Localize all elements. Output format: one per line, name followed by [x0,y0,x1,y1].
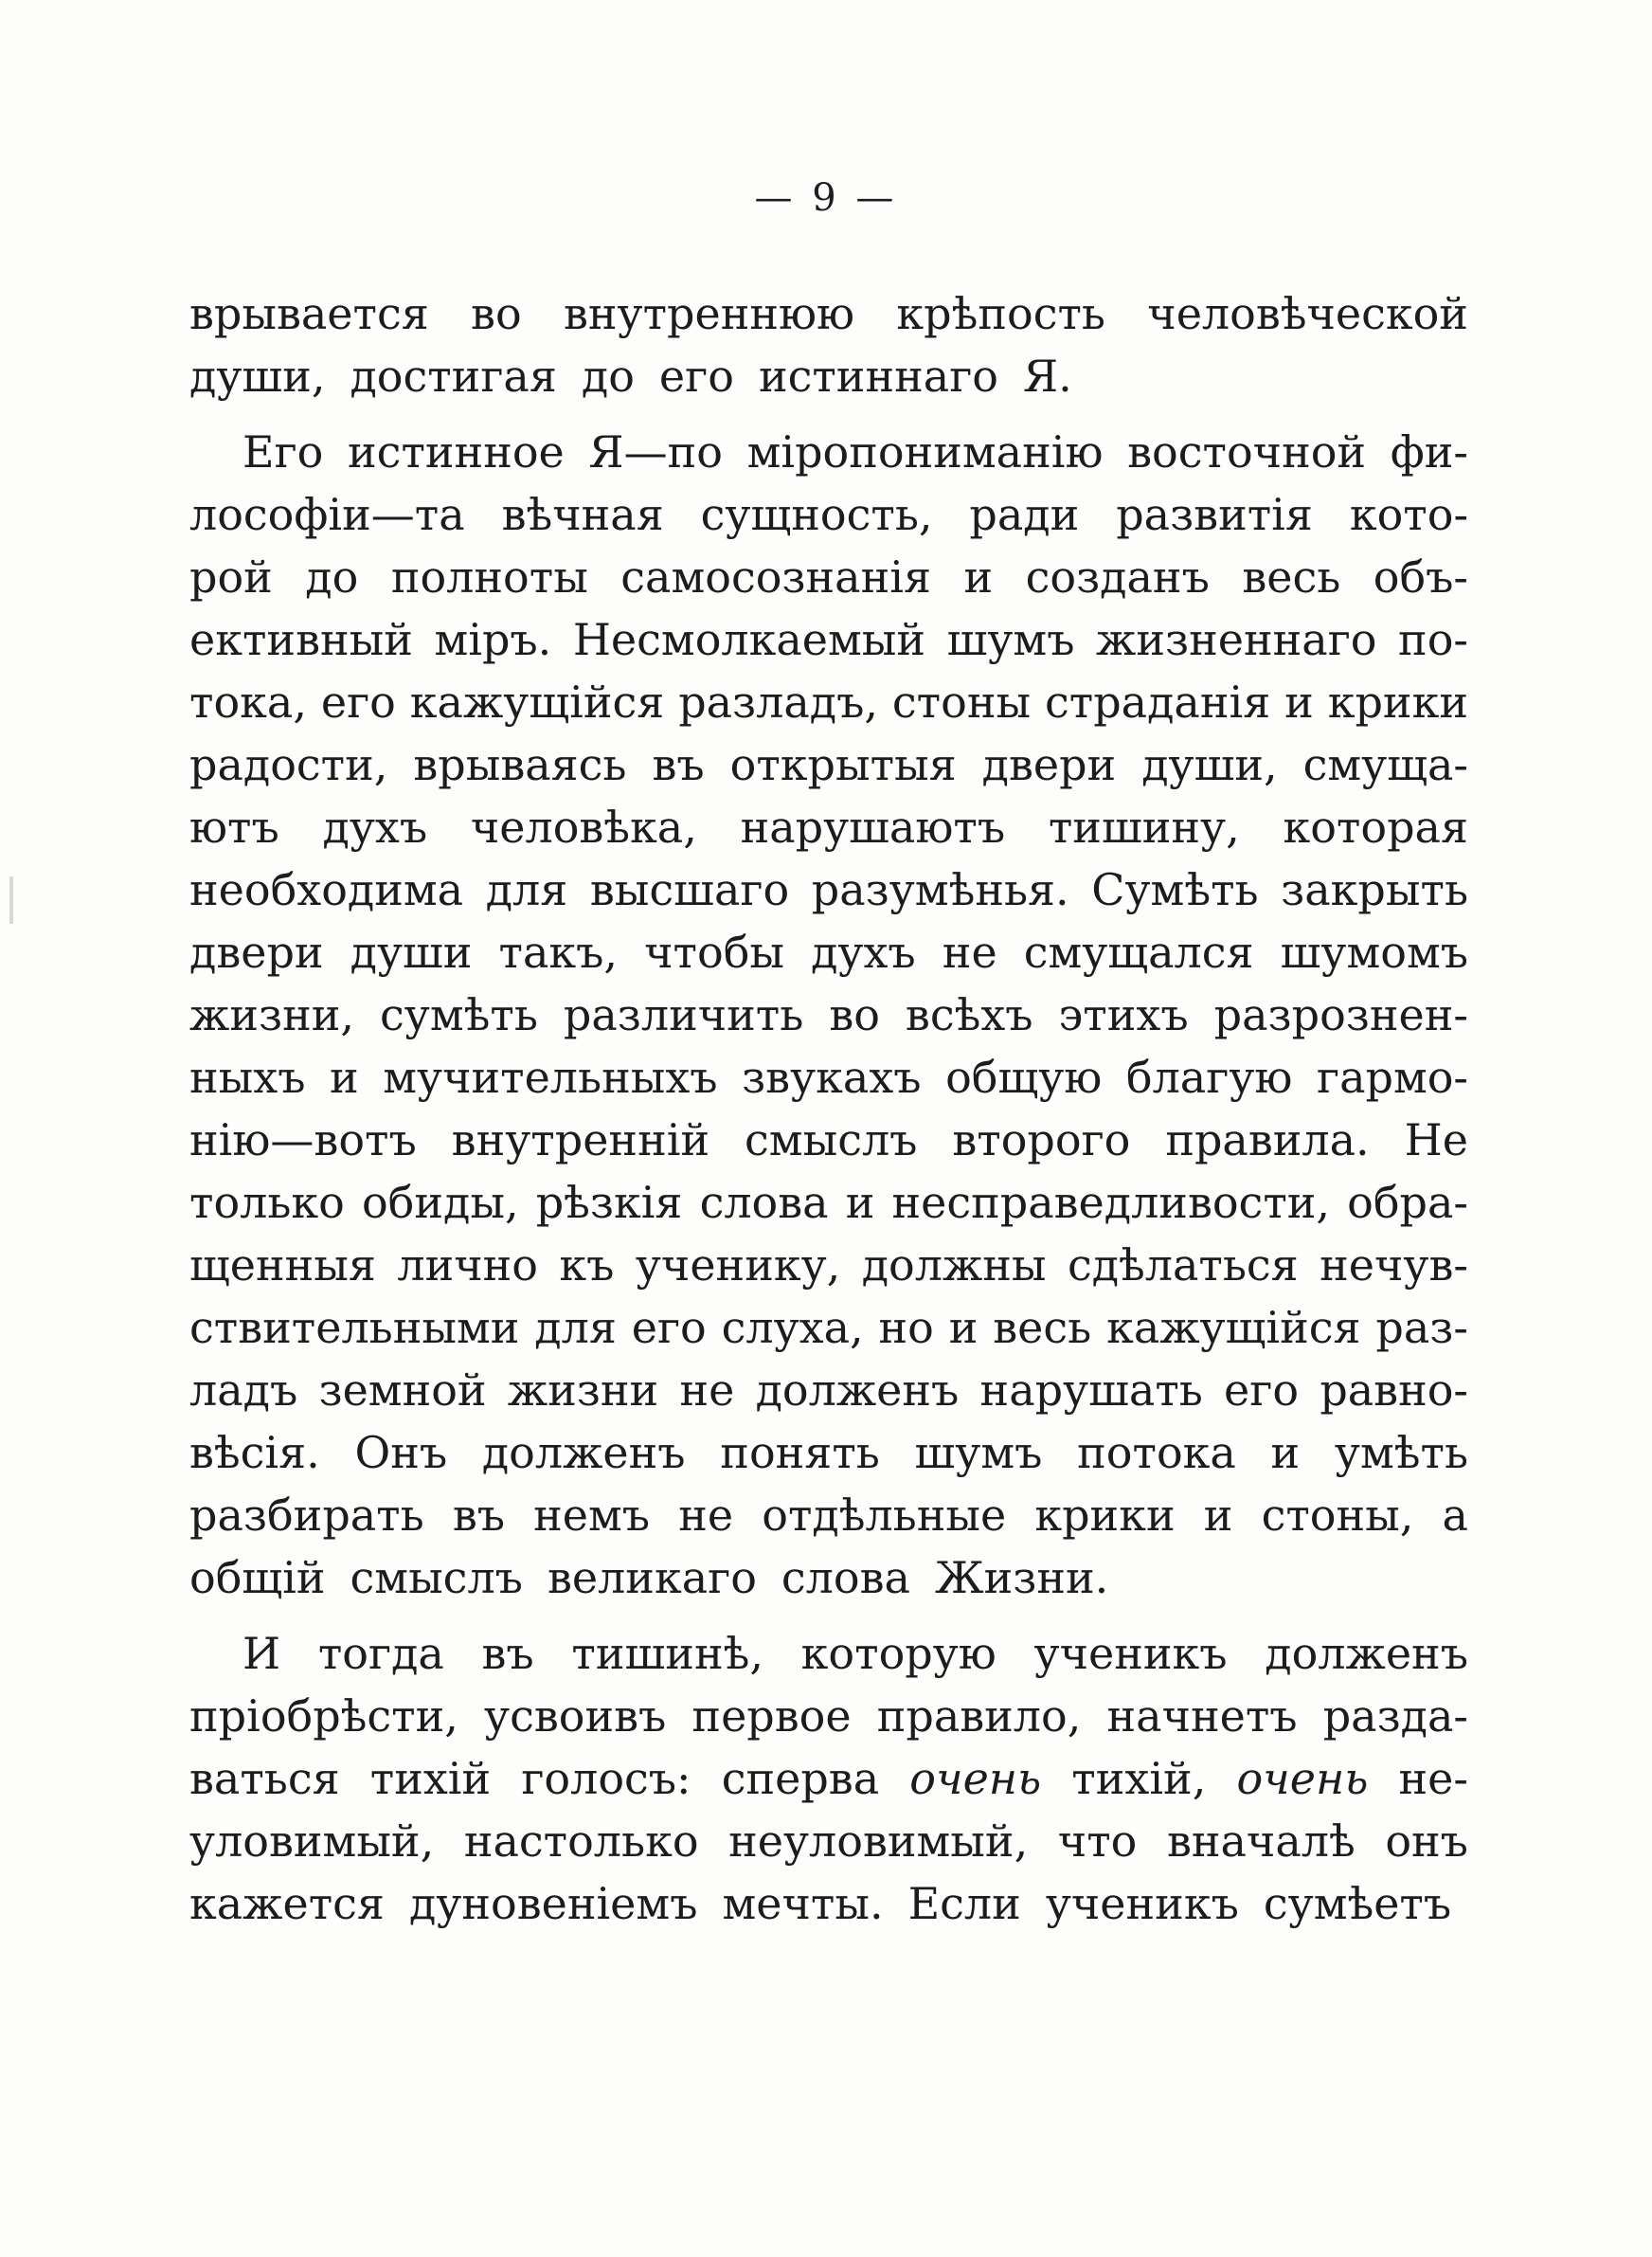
word: благую [1125,1052,1293,1103]
word: разда- [1322,1690,1468,1742]
word: разладъ, [678,677,879,728]
word: чтобы [644,927,785,978]
word: очень [1236,1753,1369,1804]
word: шумъ [914,1427,1043,1478]
text-line [189,1296,1468,1359]
text-line [189,1171,1468,1234]
text-line [189,421,1468,483]
paragraph-gap [189,1609,1468,1622]
word: объ- [1373,551,1468,603]
word: Онъ [354,1427,448,1478]
text-line [189,608,1468,671]
word: смыслъ [350,1552,523,1603]
word: Жизни. [934,1552,1109,1603]
word: кажущійся [1106,1302,1361,1353]
word: Несмолкаемый [572,614,926,665]
word: вѣсія. [189,1427,320,1478]
text-line [189,796,1468,858]
word: шумъ [946,614,1075,665]
word: правило, [876,1690,1082,1742]
word: крики [1327,677,1468,728]
text-line [189,1421,1468,1484]
word: гармо- [1316,1052,1468,1103]
word: вѣчная [501,489,664,540]
text-line [189,1872,1468,1935]
word: созданъ [1025,551,1210,603]
text-line [189,1359,1468,1421]
paragraph-gap [189,407,1468,421]
word: ученикъ [1045,1878,1239,1929]
word: начнетъ [1106,1690,1298,1742]
word: ради [969,489,1080,540]
paragraph [189,421,1468,1609]
word: во [471,288,522,339]
word: умѣть [1334,1427,1468,1478]
word: обиды, [361,1177,519,1228]
word: внутренній [451,1114,710,1165]
word: весь [993,1302,1092,1353]
word: лософіи—та [189,489,465,540]
word: несправедливости, [891,1177,1331,1228]
text-line [189,1747,1468,1810]
word: не [942,927,997,978]
word: не- [1398,1753,1468,1804]
word: жизни [507,1364,659,1416]
word: нечув- [1320,1239,1468,1291]
word: въ [652,739,705,790]
word: радости, [189,739,388,790]
word: слова [781,1552,910,1603]
word: открытыя [729,739,957,790]
word: кото- [1349,489,1468,540]
word: великаго [547,1552,757,1603]
word: самосознанія [620,551,931,603]
word: обра- [1347,1177,1468,1228]
word: до [305,551,359,603]
word: человѣка, [470,802,697,853]
word: духъ [811,927,916,978]
word: крѣпость [896,288,1105,339]
word: звукахъ [742,1052,922,1103]
word: и [845,1177,875,1228]
word: и [1203,1490,1233,1541]
word: нарушаютъ [740,802,1006,853]
word: ныхъ [189,1052,306,1103]
word: стоны, [1261,1490,1414,1541]
word: сущность, [700,489,933,540]
word: разрознен- [1213,989,1468,1040]
word: міропониманію [746,426,1104,478]
word: ствительными [189,1302,520,1353]
word: общій [189,1552,326,1603]
word: фи- [1390,426,1468,478]
word: въ [481,1628,534,1679]
word: что [1057,1815,1138,1867]
word: настолько [463,1815,699,1867]
word: очень [909,1753,1042,1804]
word: достигая [350,351,557,402]
word: необходима [189,864,464,915]
word: И [242,1628,281,1679]
text-line [189,1622,1468,1685]
word: понять [720,1427,880,1478]
word: его [658,351,734,402]
word: Я. [1023,351,1072,402]
word: сперва [721,1753,880,1804]
body-text [189,282,1468,1935]
word: двери [189,927,324,978]
word: высшаго [589,864,790,915]
word: мучительныхъ [383,1052,718,1103]
word: тока, [189,677,307,728]
word: человѣческой [1147,288,1468,339]
word: не [679,1364,735,1416]
word: восточной [1127,426,1367,478]
word: мечты. [722,1878,884,1929]
word: истиннаго [758,351,999,402]
word: рой [189,551,273,603]
word: духъ [322,802,428,853]
word: ективный [189,614,413,665]
word: щенныя [189,1239,376,1291]
word: закрыть [1281,864,1468,915]
word: общую [945,1052,1103,1103]
word: внутреннюю [563,288,855,339]
word: жизни, [189,989,355,1040]
word: лично [397,1239,538,1291]
word: уловимый, [189,1815,435,1867]
word: различить [563,989,804,1040]
text-line [189,733,1468,796]
text-line [189,282,1468,345]
paragraph [189,1622,1468,1935]
word: первое [691,1690,852,1742]
text-line [189,483,1468,546]
word: которая [1283,802,1468,853]
word: до [581,351,635,402]
word: смущался [1023,927,1254,978]
word: сумѣетъ [1263,1878,1452,1929]
word: міръ. [434,614,552,665]
word: второго [952,1114,1131,1165]
word: и [1284,677,1314,728]
word: раз- [1375,1302,1468,1353]
word: слова [699,1177,829,1228]
word: вначалѣ [1166,1815,1356,1867]
text-line [189,921,1468,984]
text-line [189,546,1468,608]
word: земной [318,1364,487,1416]
word: а [1442,1490,1468,1541]
word: къ [559,1239,615,1291]
word: двери [981,739,1117,790]
text-line [189,1546,1468,1609]
text-line [189,1810,1468,1872]
text-line [189,1046,1468,1109]
word: и [948,1302,979,1353]
word: равно- [1320,1364,1468,1416]
word: тихій, [1071,1753,1207,1804]
text-line [189,1685,1468,1747]
paragraph [189,282,1468,407]
word: голосъ: [521,1753,691,1804]
word: истинное [348,426,565,478]
word: развитія [1116,489,1313,540]
word: но [878,1302,934,1353]
word: Его [242,426,324,478]
word: рѣзкія [535,1177,683,1228]
word: страданія [1045,677,1271,728]
word: и [963,551,994,603]
word: шумомъ [1280,927,1468,978]
word: нарушать [979,1364,1203,1416]
word: въ [452,1490,505,1541]
word: смуща- [1302,739,1468,790]
word: врываясь [413,739,627,790]
word: правила. [1165,1114,1370,1165]
word: стоны [891,677,1032,728]
word: по- [1398,614,1468,665]
word: потока [1077,1427,1236,1478]
word: для [485,864,568,915]
word: которую [800,1628,997,1679]
word: кажущійся [409,677,665,728]
word: онъ [1385,1815,1468,1867]
word: жизненнаго [1096,614,1377,665]
word: немъ [533,1490,651,1541]
word: Если [907,1878,1021,1929]
text-line [189,1234,1468,1296]
word: разумѣнья. [811,864,1069,915]
word: ученикъ [1033,1628,1228,1679]
word: души, [189,351,326,402]
word: ютъ [189,802,279,853]
word: только [189,1177,345,1228]
word: души, [1141,739,1278,790]
word: должны [861,1239,1047,1291]
word: Я—по [588,426,723,478]
text-line [189,1484,1468,1546]
word: сдѣлаться [1067,1239,1299,1291]
word: разбирать [189,1490,424,1541]
text-line [189,858,1468,921]
word: всѣхъ [905,989,1033,1040]
word: смыслъ [745,1114,918,1165]
word: отдѣльные [762,1490,1007,1541]
word: этихъ [1058,989,1189,1040]
word: неуловимый, [728,1815,1029,1867]
word: полноты [390,551,588,603]
scan-edge-mark [9,876,13,924]
word: усвоивъ [484,1690,667,1742]
word: врывается [189,288,429,339]
word: во [829,989,880,1040]
page-number: — 9 — [754,176,898,220]
word: долженъ [755,1364,960,1416]
text-line [189,671,1468,733]
word: и [330,1052,359,1103]
word: сумѣть [380,989,538,1040]
text-line [189,984,1468,1046]
word: тогда [317,1628,444,1679]
word: долженъ [1265,1628,1468,1679]
word: ваться [189,1753,340,1804]
word: тишинѣ, [571,1628,763,1679]
word: ученику, [635,1239,841,1291]
word: Не [1404,1114,1468,1165]
word: весь [1242,551,1341,603]
word: для [534,1302,617,1353]
word: Сумѣть [1091,864,1259,915]
word: нію—вотъ [189,1114,417,1165]
word: пріобрѣсти, [189,1690,458,1742]
word: долженъ [481,1427,686,1478]
word: кажется [189,1878,385,1929]
word: ладъ [189,1364,298,1416]
word: слуха, [721,1302,864,1353]
word: такъ, [498,927,619,978]
text-line [189,1109,1468,1171]
word: души [350,927,473,978]
word: не [678,1490,734,1541]
word: его [631,1302,707,1353]
text-line [189,345,1468,407]
word: его [1224,1364,1300,1416]
word: его [320,677,396,728]
word: дуновеніемъ [408,1878,698,1929]
word: тихій [369,1753,492,1804]
word: тишину, [1048,802,1240,853]
word: и [1270,1427,1301,1478]
word: крики [1034,1490,1176,1541]
